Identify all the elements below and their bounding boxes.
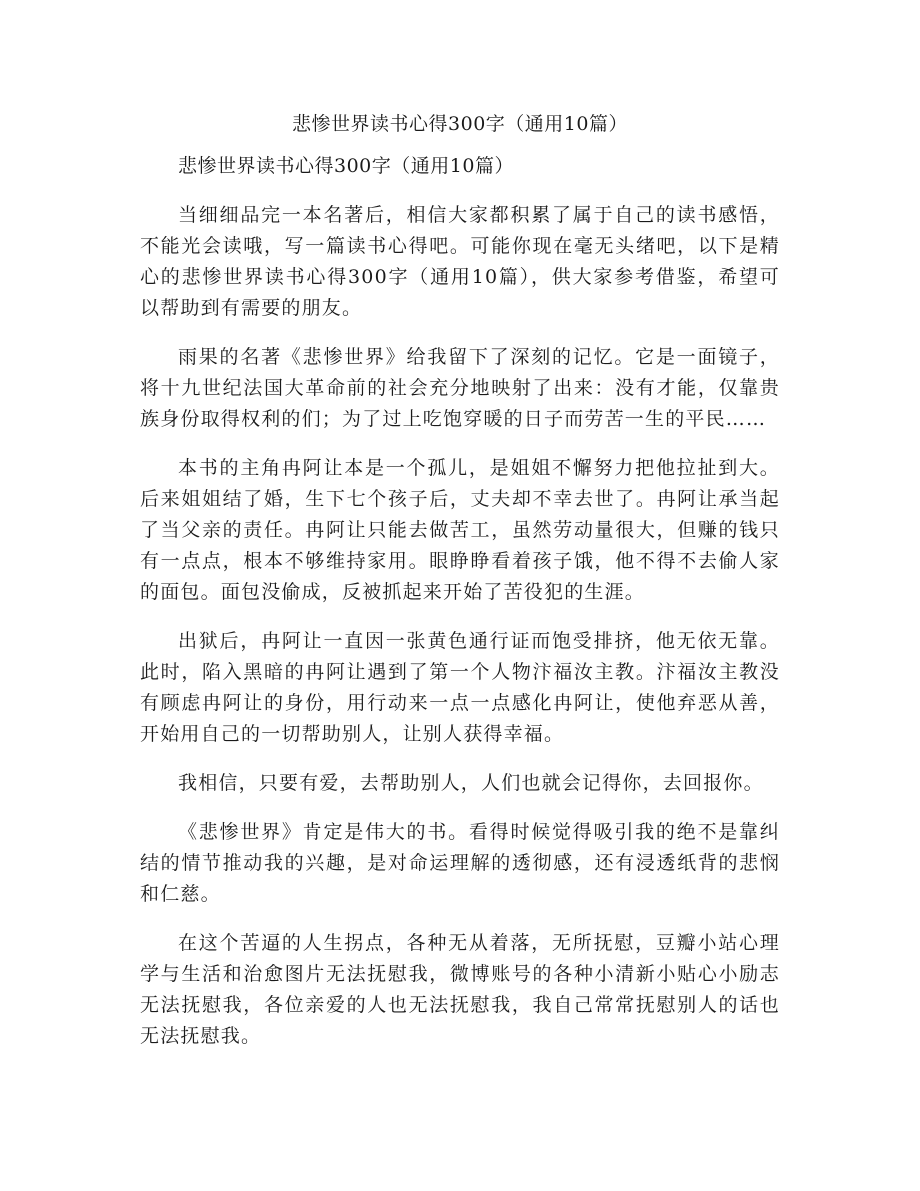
paragraph-bishop: 出狱后，冉阿让一直因一张黄色通行证而饱受排挤，他无依无靠。此时，陷入黑暗的冉阿让遇到了第一个人物汴福汝主教。汴福汝主教没有顾虑冉阿让的身份，用行动来一点一点感化冉阿让，使他弃恶从善，开始用自己的一切帮助别人，让别人获得幸福。 [140,630,780,745]
document-title: 悲惨世界读书心得300字（通用10篇） [292,113,628,135]
paragraph-mirror: 雨果的名著《悲惨世界》给我留下了深刻的记忆。它是一面镜子，将十九世纪法国大革命前的社会充分地映射了出来：没有才能，仅靠贵族身份取得权利的们；为了过上吃饱穿暖的日子而劳苦一生的平民…… [140,346,780,430]
document-subtitle: 悲惨世界读书心得300字（通用10篇） [178,155,514,177]
paragraph-protagonist: 本书的主角冉阿让本是一个孤儿，是姐姐不懈努力把他拉扯到大。后来姐姐结了婚，生下七个孩子后，丈夫却不幸去世了。冉阿让承当起了当父亲的责任。冉阿让只能去做苦工，虽然劳动量很大，但赚的钱只有一点点，根本不够维持家用。眼睁睁看着孩子饿，他不得不去偷人家的面包。面包没偷成，反被抓起来开始了苦役犯的生涯。 [140,457,780,603]
document-body [140,152,780,1070]
paragraph-intro: 当细细品完一本名著后，相信大家都积累了属于自己的读书感悟，不能光会读哦，写一篇读书心得吧。可能你现在毫无头绪吧，以下是精心的悲惨世界读书心得300字（通用10篇），供大家参考借鉴，希望可以帮助到有需要的朋友。 [140,204,780,319]
paragraph-love: 我相信，只要有爱，去帮助别人，人们也就会记得你，去回报你。 [178,772,764,794]
paragraph-great-book: 《悲惨世界》肯定是伟大的书。看得时候觉得吸引我的绝不是靠纠结的情节推动我的兴趣，是对命运理解的透彻感，还有浸透纸背的悲悯和仁慈。 [140,821,780,905]
paragraph-comfort: 在这个苦逼的人生拐点，各种无从着落，无所抚慰，豆瓣小站心理学与生活和治愈图片无法抚慰我，微博账号的各种小清新小贴心小励志无法抚慰我，各位亲爱的人也无法抚慰我，我自己常常抚慰别人的话也无法抚慰我。 [140,932,780,1047]
